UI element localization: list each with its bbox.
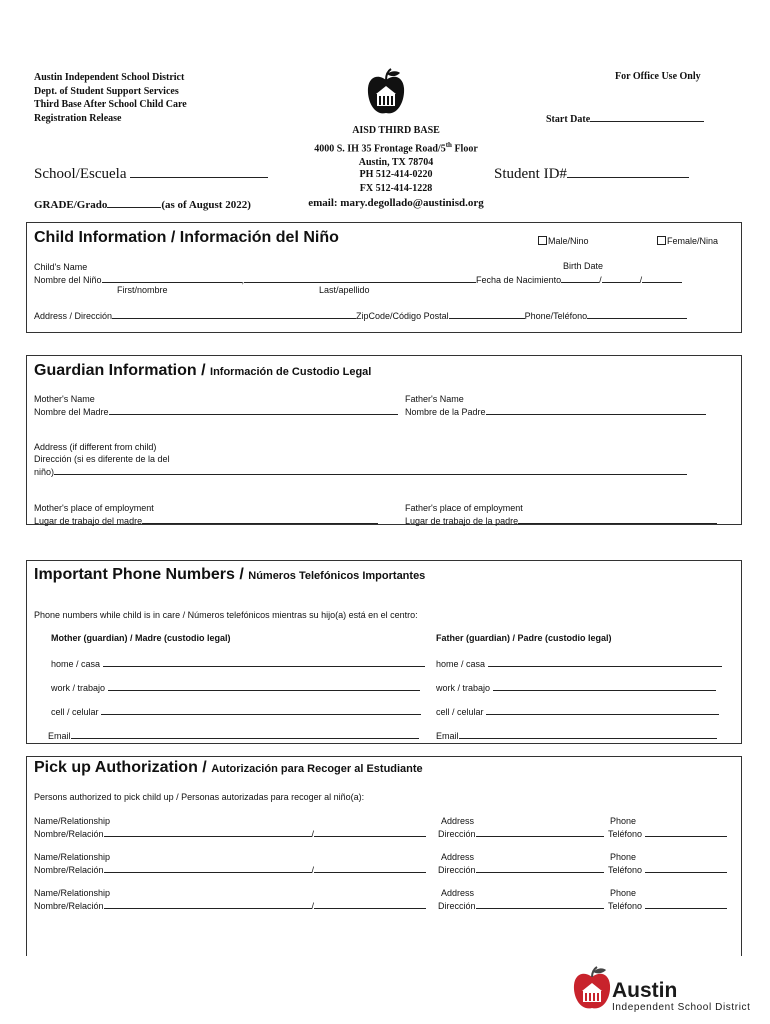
pickup-address-label: Address bbox=[441, 852, 475, 862]
center-fax: FX 512-414-1228 bbox=[359, 183, 433, 194]
mother-home-field[interactable] bbox=[103, 657, 425, 667]
male-checkbox[interactable] bbox=[538, 236, 547, 245]
pickup-intro: Persons authorized to pick child up / Personas autorizadas para recoger al niño(a): bbox=[34, 792, 365, 802]
father-employment-label: Father's place of employment bbox=[405, 503, 523, 513]
father-name-field[interactable] bbox=[486, 405, 706, 415]
guardian-title: Guardian Information / bbox=[34, 362, 211, 379]
pickup-address-field-2[interactable] bbox=[476, 863, 604, 873]
phone-numbers-subtitle: Números Telefónicos Importantes bbox=[248, 570, 426, 582]
apple-logo-icon bbox=[365, 68, 407, 118]
child-name-label: Child's Name bbox=[34, 262, 88, 272]
pickup-phone-label: Phone bbox=[610, 888, 637, 898]
pickup-phone-field-1[interactable] bbox=[645, 827, 727, 837]
pickup-subtitle: Autorización para Recoger al Estudiante bbox=[211, 763, 423, 775]
mother-email-field[interactable] bbox=[71, 729, 419, 739]
pickup-address-field-1[interactable] bbox=[476, 827, 604, 837]
pickup-phone-label: Phone bbox=[610, 852, 637, 862]
male-label: Male/Nino bbox=[548, 236, 589, 246]
guardian-address-label: Address (if different from child) bbox=[34, 442, 157, 452]
center-address: 4000 S. IH 35 Frontage Road/5th Floor bbox=[314, 141, 478, 155]
pickup-name-label-es: Nombre/Relación bbox=[34, 829, 104, 839]
mother-cell-label: cell / celular bbox=[51, 707, 99, 717]
form-name: Registration Release bbox=[34, 112, 122, 124]
father-phone-heading: Father (guardian) / Padre (custodio legal) bbox=[436, 633, 612, 643]
pickup-name-field-1[interactable] bbox=[104, 827, 312, 837]
pickup-relationship-field-3[interactable] bbox=[314, 899, 426, 909]
pickup-relationship-field-1[interactable] bbox=[314, 827, 426, 837]
father-name-label-es: Nombre de la Padre bbox=[405, 407, 486, 417]
pickup-phone-label-es: Teléfono bbox=[608, 901, 643, 911]
center-email[interactable]: email: mary.degollado@austinisd.org bbox=[308, 197, 484, 209]
mother-work-field[interactable] bbox=[108, 681, 420, 691]
grade-label: GRADE/Grado bbox=[34, 199, 108, 211]
pickup-phone-field-3[interactable] bbox=[645, 899, 727, 909]
mother-name-field[interactable] bbox=[109, 405, 398, 415]
school-label: School/Escuela bbox=[34, 166, 127, 182]
guardian-section bbox=[26, 355, 742, 525]
father-email-field[interactable] bbox=[459, 729, 717, 739]
center-phone: PH 512-414-0220 bbox=[359, 169, 433, 180]
mother-employment-label-es: Lugar de trabajo del madre bbox=[34, 516, 143, 526]
guardian-address-field[interactable] bbox=[54, 465, 687, 475]
grade-note: (as of August 2022) bbox=[161, 199, 251, 211]
start-date-label: Start Date bbox=[546, 114, 591, 125]
mother-name-label: Mother's Name bbox=[34, 394, 95, 404]
pickup-phone-label-es: Teléfono bbox=[608, 829, 643, 839]
father-work-label: work / trabajo bbox=[436, 683, 491, 693]
pickup-name-label: Name/Relationship bbox=[34, 852, 111, 862]
pickup-address-label-es: Dirección bbox=[438, 901, 476, 911]
pickup-address-label: Address bbox=[441, 888, 475, 898]
child-last-name-field[interactable] bbox=[244, 273, 476, 283]
pickup-name-field-3[interactable] bbox=[104, 899, 312, 909]
female-checkbox[interactable] bbox=[657, 236, 666, 245]
pickup-address-label-es: Dirección bbox=[438, 865, 476, 875]
pickup-address-label: Address bbox=[441, 816, 475, 826]
pickup-name-label: Name/Relationship bbox=[34, 816, 111, 826]
child-phone-label: Phone/Teléfono bbox=[524, 311, 588, 321]
pickup-phone-field-2[interactable] bbox=[645, 863, 727, 873]
mother-home-label: home / casa bbox=[51, 659, 101, 669]
mother-name-label-es: Nombre del Madre bbox=[34, 407, 109, 417]
child-name-label-es: Nombre del Niño bbox=[34, 275, 102, 285]
birth-month-field[interactable] bbox=[561, 273, 599, 283]
grade-field[interactable] bbox=[107, 198, 161, 208]
center-name: AISD THIRD BASE bbox=[352, 125, 440, 136]
pickup-phone-label-es: Teléfono bbox=[608, 865, 643, 875]
pickup-phone-label: Phone bbox=[610, 816, 637, 826]
last-name-hint: Last/apellido bbox=[319, 285, 370, 295]
child-info-title: Child Information / Información del Niño bbox=[34, 229, 339, 246]
father-home-field[interactable] bbox=[488, 657, 722, 667]
birth-year-field[interactable] bbox=[642, 273, 682, 283]
child-phone-field[interactable] bbox=[587, 309, 687, 319]
pickup-row: Name/Relationship Nombre/Relación / bbox=[34, 887, 426, 912]
birth-date-label-es: Fecha de Nacimiento bbox=[476, 275, 562, 285]
mother-phone-heading: Mother (guardian) / Madre (custodio legal) bbox=[51, 633, 231, 643]
mother-email-label: Email bbox=[48, 731, 71, 741]
mother-work-label: work / trabajo bbox=[51, 683, 106, 693]
guardian-address-label-es: Dirección (si es diferente de la del bbox=[34, 454, 170, 464]
phone-numbers-intro: Phone numbers while child is in care / Números telefónicos mientras su hijo(a) está en el centro: bbox=[34, 610, 418, 620]
first-name-hint: First/nombre bbox=[117, 285, 168, 295]
father-cell-field[interactable] bbox=[486, 705, 719, 715]
birth-date-label: Birth Date bbox=[563, 261, 604, 271]
mother-cell-field[interactable] bbox=[101, 705, 421, 715]
child-address-field[interactable] bbox=[112, 309, 356, 319]
child-address-label: Address / Dirección bbox=[34, 311, 113, 321]
mother-employment-field[interactable] bbox=[142, 514, 378, 524]
phone-numbers-title: Important Phone Numbers / bbox=[34, 566, 249, 583]
district-name: Austin Independent School District bbox=[34, 72, 185, 83]
austin-logo-text: Austin bbox=[612, 979, 678, 1002]
pickup-address-label-es: Dirección bbox=[438, 829, 476, 839]
birth-day-field[interactable] bbox=[602, 273, 640, 283]
father-cell-label: cell / celular bbox=[436, 707, 484, 717]
mother-employment-label: Mother's place of employment bbox=[34, 503, 154, 513]
department-name: Dept. of Student Support Services bbox=[34, 85, 179, 97]
pickup-row: Name/Relationship Nombre/Relación / bbox=[34, 815, 426, 840]
pickup-title: Pick up Authorization / bbox=[34, 759, 212, 776]
pickup-name-label-es: Nombre/Relación bbox=[34, 865, 104, 875]
guardian-subtitle: Información de Custodio Legal bbox=[210, 366, 372, 378]
austin-isd-apple-icon bbox=[572, 966, 612, 1012]
father-email-label: Email bbox=[436, 731, 459, 741]
center-city: Austin, TX 78704 bbox=[358, 157, 434, 169]
school-field[interactable] bbox=[130, 168, 268, 178]
student-id-label: Student ID# bbox=[494, 166, 567, 182]
pickup-name-field-2[interactable] bbox=[104, 863, 312, 873]
pickup-address-field-3[interactable] bbox=[476, 899, 604, 909]
child-first-name-field[interactable] bbox=[102, 273, 242, 283]
austin-logo-subtext: Independent School District bbox=[612, 1002, 751, 1013]
pickup-relationship-field-2[interactable] bbox=[314, 863, 426, 873]
zip-label: ZipCode/Código Postal bbox=[356, 311, 449, 321]
female-label: Female/Nina bbox=[667, 236, 719, 246]
zip-field[interactable] bbox=[449, 309, 525, 319]
father-work-field[interactable] bbox=[493, 681, 716, 691]
pickup-name-label-es: Nombre/Relación bbox=[34, 901, 104, 911]
father-employment-label-es: Lugar de trabajo de la padre bbox=[405, 516, 519, 526]
start-date-field[interactable] bbox=[590, 112, 704, 122]
father-name-label: Father's Name bbox=[405, 394, 464, 404]
program-name: Third Base After School Child Care bbox=[34, 99, 187, 110]
student-id-field[interactable] bbox=[567, 168, 689, 178]
father-employment-field[interactable] bbox=[518, 514, 717, 524]
father-home-label: home / casa bbox=[436, 659, 486, 669]
pickup-row: Name/Relationship Nombre/Relación / bbox=[34, 851, 426, 876]
office-use-label: For Office Use Only bbox=[615, 71, 701, 82]
pickup-name-label: Name/Relationship bbox=[34, 888, 111, 898]
